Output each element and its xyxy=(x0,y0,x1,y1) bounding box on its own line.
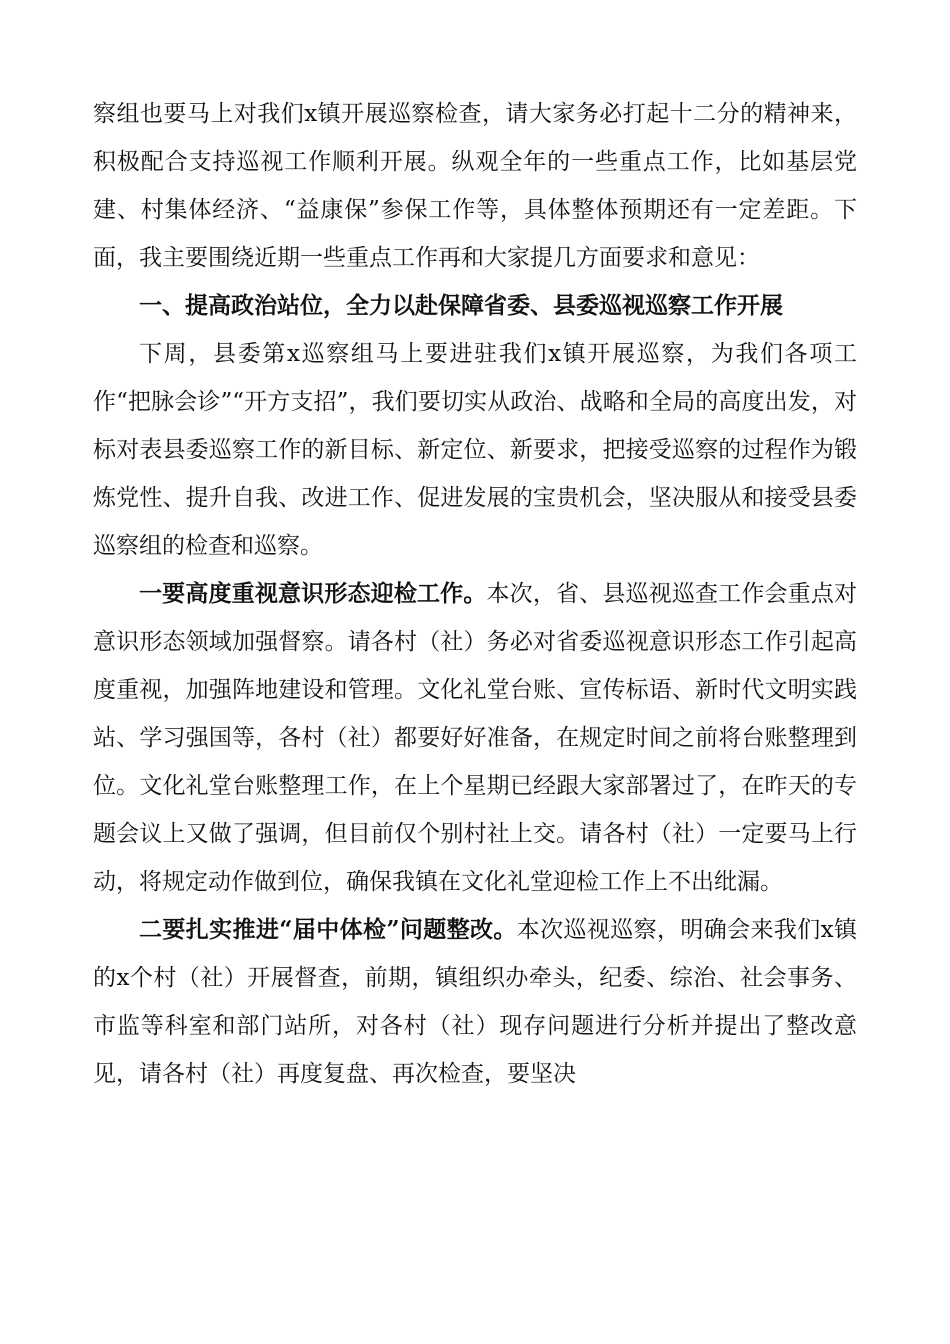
paragraph-text: 本次，省、县巡视巡查工作会重点对意识形态领域加强督察。请各村（社）务必对省委巡视意识形态工作引起高度重视，加强阵地建设和管理。文化礼堂台账、宣传标语、新时代文明实践站、学习强国等，各村（社）都要好好准备，在规定时间之前将台账整理到位。文化礼堂台账整理工作，在上个星期已经跟大家部署过了，在昨天的专题会议上又做了强调，但目前仅个别村社上交。请各村（社）一定要马上行动，将规定动作做到位，确保我镇在文化礼堂迎检工作上不出纰漏。 xyxy=(93,581,858,895)
paragraph-midterm-rectification xyxy=(93,906,857,1098)
document-page xyxy=(93,90,857,1098)
paragraph-ideology-inspection xyxy=(93,570,857,906)
paragraph-lead: 一要高度重视意识形态迎检工作。 xyxy=(139,580,487,607)
section-heading: 一、提高政治站位，全力以赴保障省委、县委巡视巡察工作开展 xyxy=(139,293,783,319)
paragraph-lead: 二要扎实推进“届中体检”问题整改。 xyxy=(139,916,517,943)
paragraph-text: 本次巡视巡察，明确会来我们x镇的x个村（社）开展督查，前期，镇组织办牵头，纪委、综治、社会事务、市监等科室和部门站所，对各村（社）现存问题进行分析并提出了整改意见，请各村（社）再度复盘、再次检查，要坚决 xyxy=(93,917,857,1087)
paragraph-continuation: 察组也要马上对我们x镇开展巡察检查，请大家务必打起十二分的精神来，积极配合支持巡视工作顺利开展。纵观全年的一些重点工作，比如基层党建、村集体经济、“益康保”参保工作等，具体整体预期还有一定差距。下面，我主要围绕近期一些重点工作再和大家提几方面要求和意见： xyxy=(93,101,857,271)
paragraph-body: 下周，县委第x巡察组马上要进驻我们x镇开展巡察，为我们各项工作“把脉会诊”“开方支招”，我们要切实从政治、战略和全局的高度出发，对标对表县委巡察工作的新目标、新定位、新要求，把接受巡察的过程作为锻炼党性、提升自我、改进工作、促进发展的宝贵机会，坚决服从和接受县委巡察组的检查和巡察。 xyxy=(93,341,857,559)
